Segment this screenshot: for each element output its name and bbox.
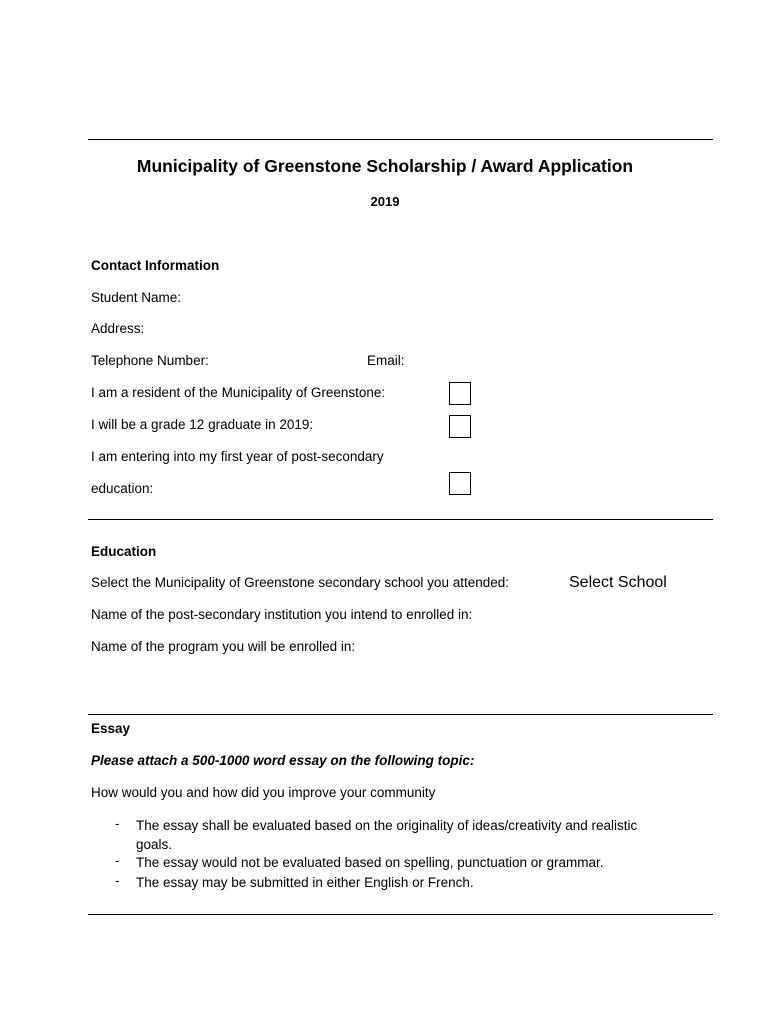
school-select[interactable]: Select School <box>569 574 667 591</box>
bullet-text: The essay would not be evaluated based on spelling, punctuation or grammar. <box>136 855 604 870</box>
address-field[interactable]: Address: <box>91 321 145 336</box>
essay-topic: How would you and how did you improve your community <box>91 785 436 800</box>
application-year: 2019 <box>370 194 400 209</box>
institution-field[interactable]: Name of the post-secondary institution you intend to enrolled in: <box>91 607 473 622</box>
first-year-label-line1: I am entering into my first year of post-secondary <box>91 449 384 464</box>
bullet-dash: - <box>115 816 120 831</box>
bullet-text: The essay may be submitted in either English or French. <box>136 875 474 890</box>
resident-checkbox[interactable] <box>449 382 471 405</box>
first-year-checkbox[interactable] <box>449 472 471 495</box>
graduate-label: I will be a grade 12 graduate in 2019: <box>91 417 314 432</box>
education-divider <box>88 714 713 715</box>
email-field[interactable]: Email: <box>367 353 405 368</box>
program-field[interactable]: Name of the program you will be enrolled in: <box>91 639 356 654</box>
essay-heading: Essay <box>91 721 131 736</box>
first-year-label-line2: education: <box>91 481 154 496</box>
resident-label: I am a resident of the Municipality of Greenstone: <box>91 385 386 400</box>
telephone-field[interactable]: Telephone Number: <box>91 353 209 368</box>
school-label: Select the Municipality of Greenstone secondary school you attended: <box>91 575 509 590</box>
bullet-text: The essay shall be evaluated based on the originality of ideas/creativity and realistic goals. <box>136 818 638 852</box>
essay-divider <box>88 914 713 915</box>
top-divider <box>88 139 713 140</box>
bullet-dash: - <box>115 873 120 888</box>
contact-heading: Contact Information <box>91 258 220 273</box>
graduate-checkbox[interactable] <box>449 415 471 438</box>
essay-instruction: Please attach a 500-1000 word essay on the following topic: <box>91 753 475 768</box>
bullet-dash: - <box>115 853 120 868</box>
education-heading: Education <box>91 544 157 559</box>
page-title: Municipality of Greenstone Scholarship / Award Application <box>136 156 634 176</box>
student-name-field[interactable]: Student Name: <box>91 290 182 305</box>
contact-divider <box>88 519 713 520</box>
